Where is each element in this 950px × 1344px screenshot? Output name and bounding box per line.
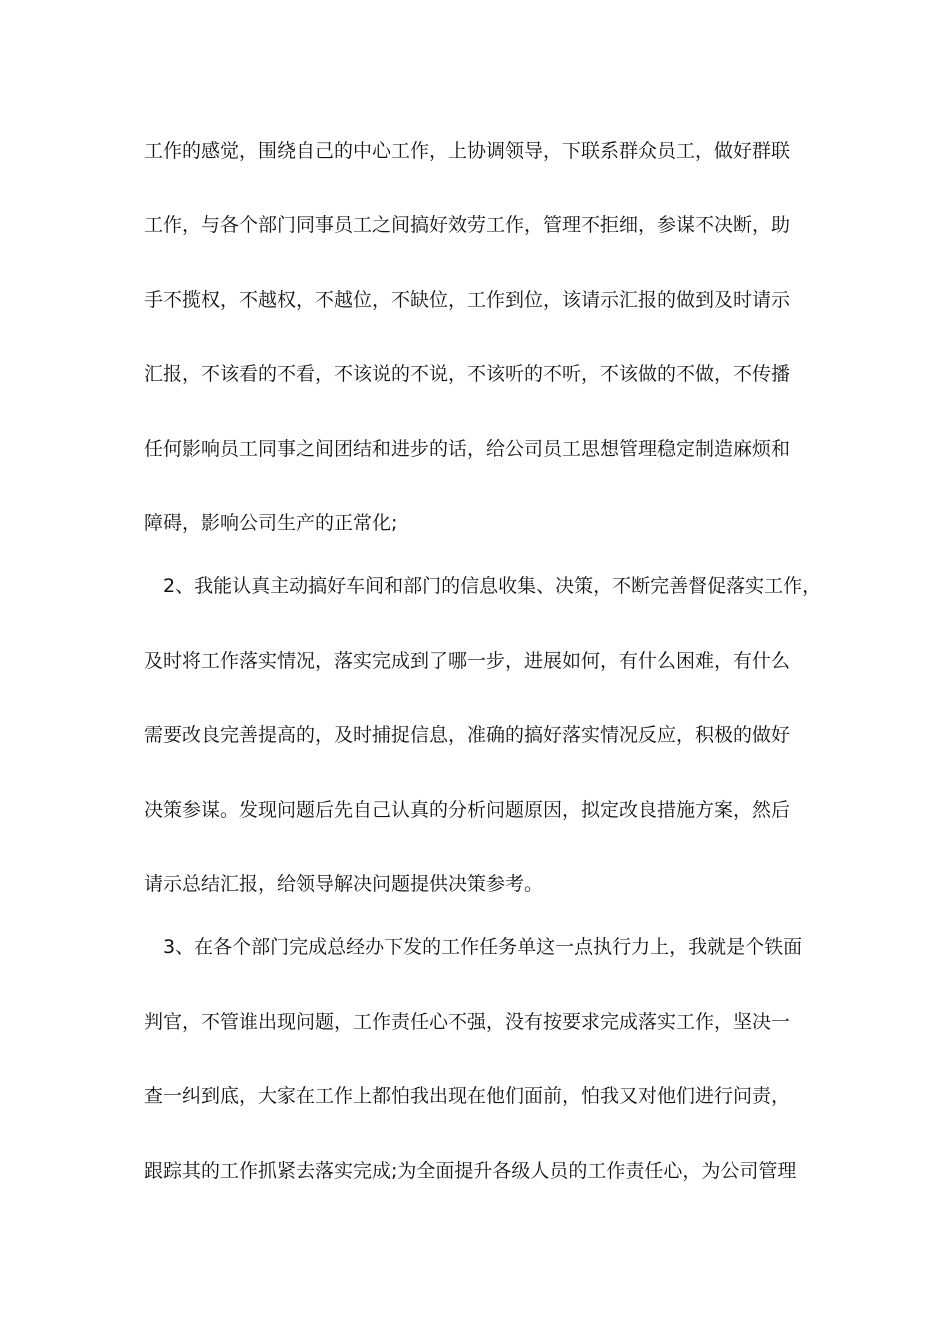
paragraph-3-start: 3、在各个部门完成总经办下发的工作任务单这一点执行力上，我就是个铁面: [163, 936, 803, 958]
text-line: 需要改良完善提高的，及时捕捉信息，准确的搞好落实情况反应，积极的做好: [144, 724, 791, 746]
text-line: 任何影响员工同事之间团结和进步的话，给公司员工思想管理稳定制造麻烦和: [144, 438, 791, 460]
text-line: 跟踪其的工作抓紧去落实完成;为全面提升各级人员的工作责任心，为公司管理: [144, 1160, 797, 1182]
text-line: 手不揽权，不越权，不越位，不缺位，工作到位，该请示汇报的做到及时请示: [144, 289, 791, 311]
text-line: 请示总结汇报，给领导解决问题提供决策参考。: [144, 873, 544, 895]
text-line: 查一纠到底，大家在工作上都怕我出现在他们面前，怕我又对他们进行问责，: [144, 1085, 791, 1107]
text-line: 障碍，影响公司生产的正常化;: [144, 512, 398, 534]
text-line: 判官，不管谁出现问题，工作责任心不强，没有按要求完成落实工作，坚决一: [144, 1011, 791, 1033]
text-line: 工作的感觉，围绕自己的中心工作，上协调领导，下联系群众员工，做好群联: [144, 140, 791, 162]
text-line: 决策参谋。发现问题后先自己认真的分析问题原因，拟定改良措施方案，然后: [144, 799, 791, 821]
text-line: 汇报，不该看的不看，不该说的不说，不该听的不听，不该做的不做，不传播: [144, 363, 791, 385]
text-line: 工作，与各个部门同事员工之间搞好效劳工作，管理不拒细，参谋不决断，助: [144, 214, 791, 236]
text-line: 及时将工作落实情况，落实完成到了哪一步，进展如何，有什么困难，有什么: [144, 650, 791, 672]
paragraph-2-start: 2、我能认真主动搞好车间和部门的信息收集、决策，不断完善督促落实工作，: [163, 575, 822, 597]
